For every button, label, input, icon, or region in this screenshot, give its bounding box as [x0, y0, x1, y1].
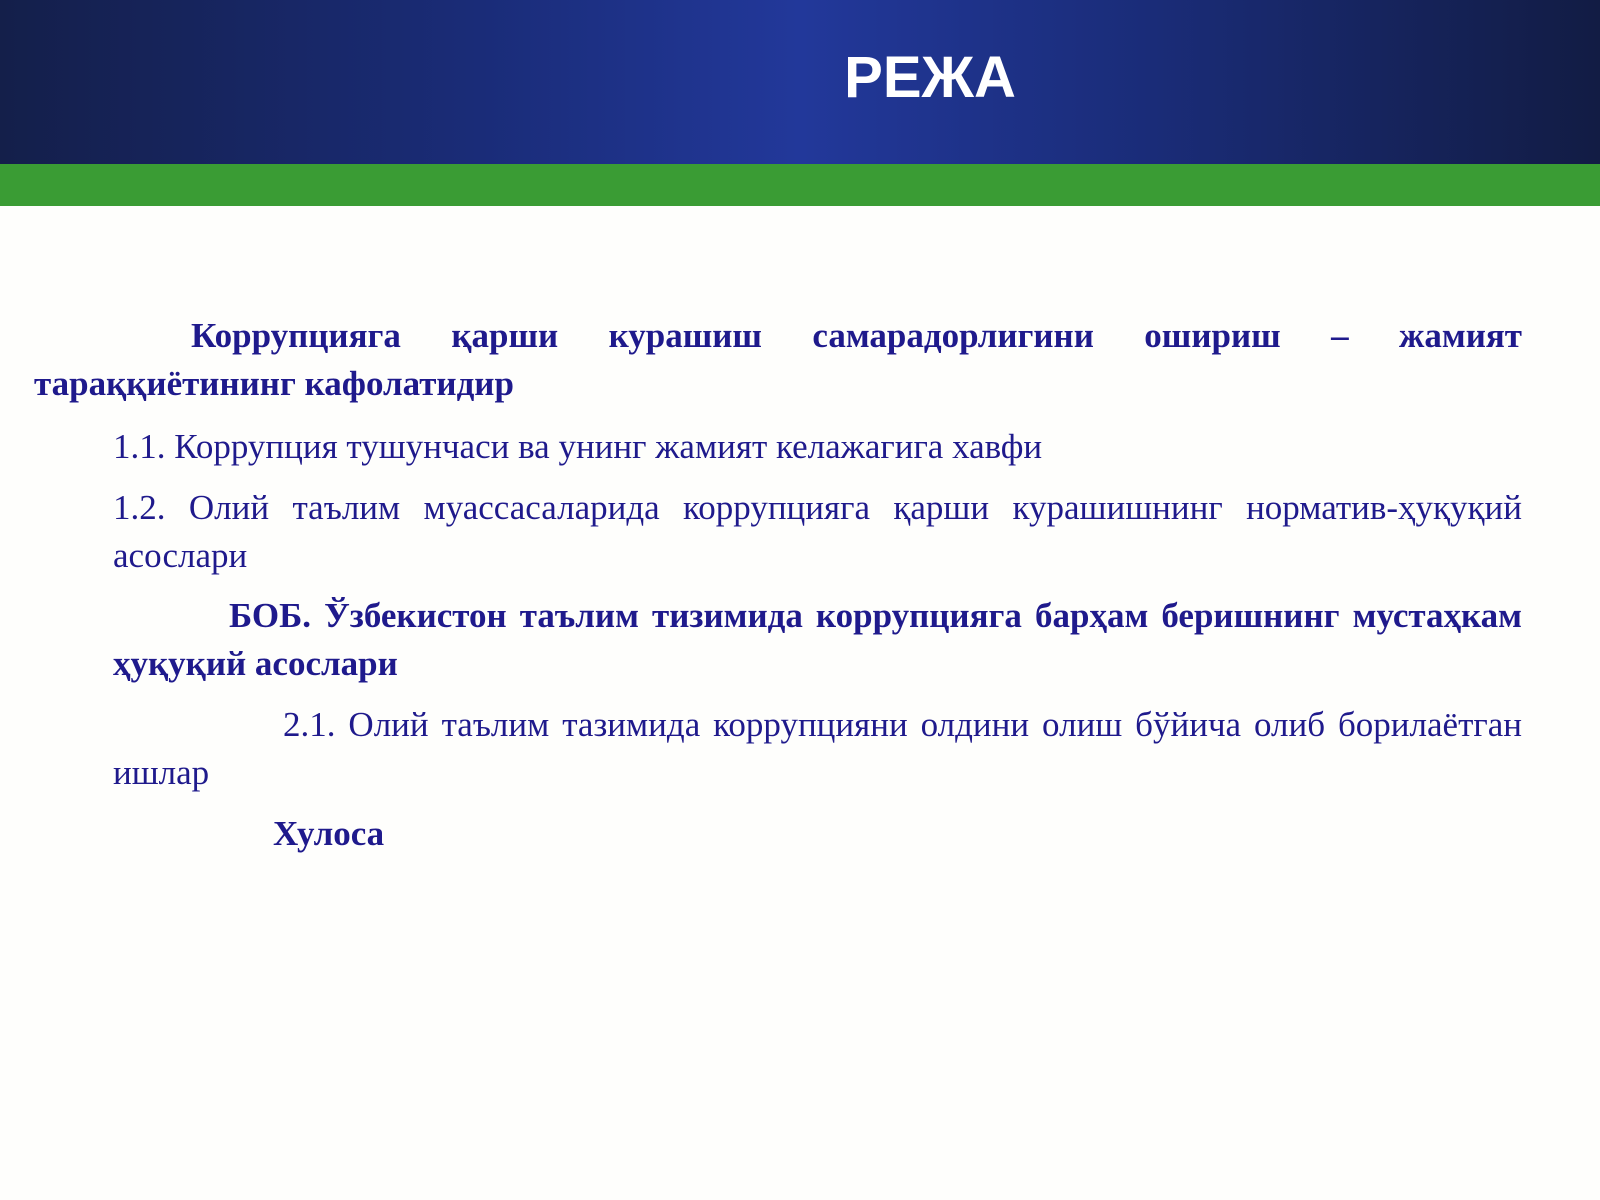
plan-item-2-1: 2.1. Олий таълим тазимида коррупцияни олдини олиш бўйича олиб борилаётган ишлар: [113, 705, 1522, 792]
slide-title: РЕЖА: [844, 45, 1016, 110]
plan-chapter-2: БОБ. Ўзбекистон таълим тизимида коррупцияга барҳам беришнинг мустаҳкам ҳуқуқий асослари: [113, 596, 1522, 683]
plan-intro: Коррупцияга қарши курашиш самарадорлигини ошириш – жамият тараққиётининг кафолатидир: [34, 316, 1522, 403]
plan-conclusion: Хулоса: [273, 814, 385, 853]
plan-item-1-1: 1.1. Коррупция тушунчаси ва унинг жамият келажагига хавфи: [113, 427, 1043, 466]
plan-item-1-2: 1.2. Олий таълим муассасаларида коррупцияга қарши курашишнинг норматив-ҳуқуқий асослари: [113, 488, 1522, 575]
